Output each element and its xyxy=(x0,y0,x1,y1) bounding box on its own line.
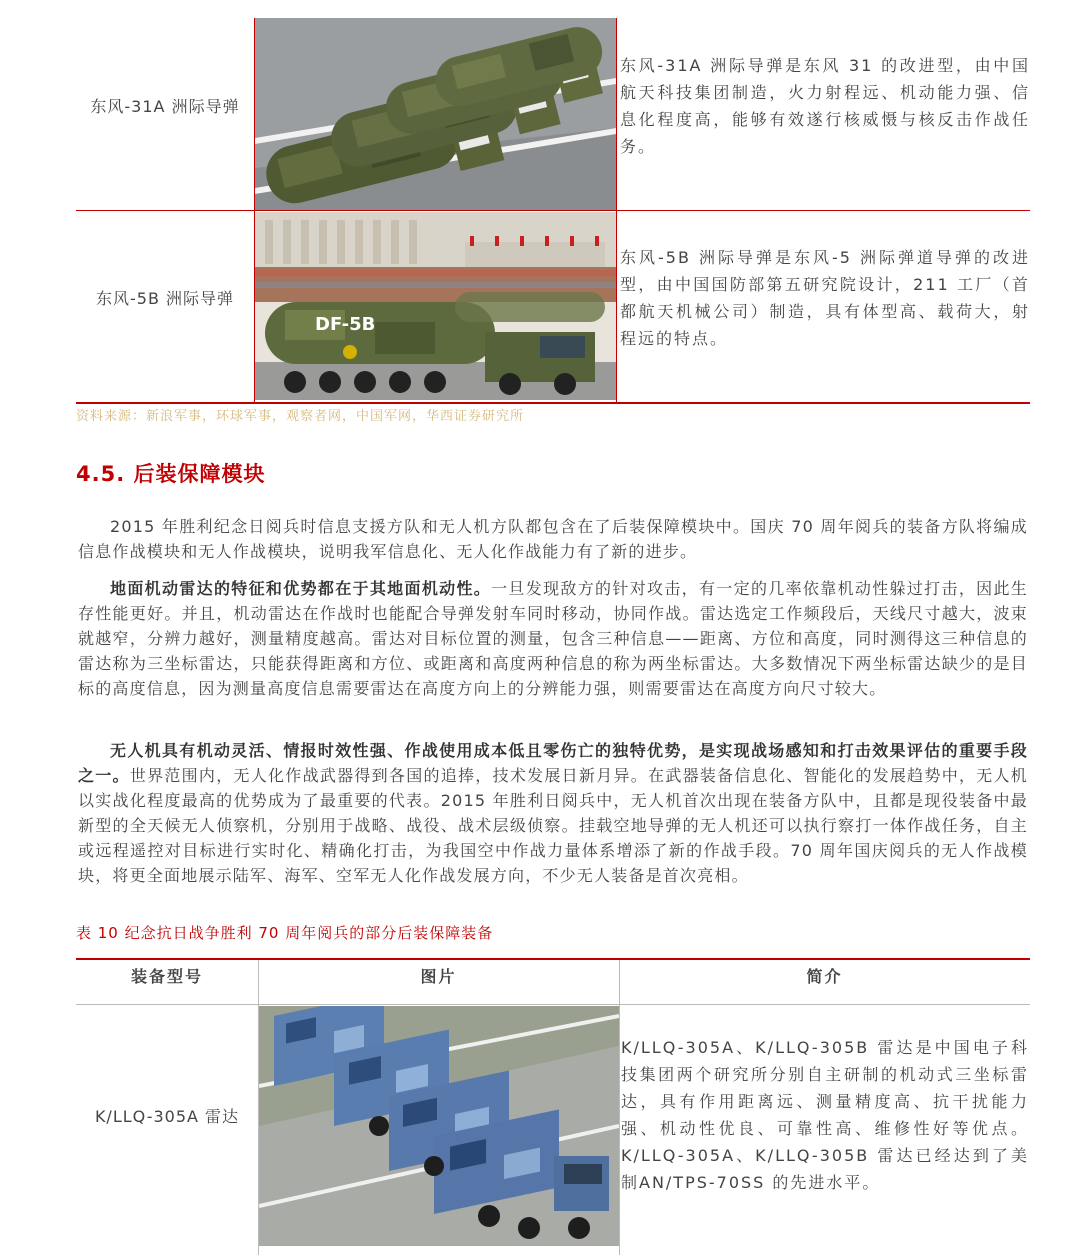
table-top-bottom-rule xyxy=(76,402,1030,404)
paragraph-1-text: 2015 年胜利纪念日阅兵时信息支援方队和无人机方队都包含在了后装保障模块中。国庆 70 周年阅兵的装备方队将编成信息作战模块和无人作战模块，说明我军信息化、无人化作战能力有了新的进步。 xyxy=(78,517,1028,561)
paragraph-3-text: 世界范围内，无人化作战武器得到各国的追捧，技术发展日新月异。在武器装备信息化、智能化的发展趋势中，无人机以实战化程度最高的优势成为了最重要的代表。2015 年胜利日阅兵中，无人机首次出现在装备方队中，且都是现役装备中最新型的全天候无人侦察机，分别用于战略、战役、战术层级侦察。挂载空地导弹的无人机还可以执行察打一体作战任务，自主或远程遥控对目标进行实时化、精确化打击，为我国空中作战力量体系增添了新的作战手段。70 周年国庆阅兵的无人作战模块，将更全面地展示陆军、海军、空军无人化作战发展方向，不少无人装备是首次亮相。 xyxy=(78,766,1028,885)
source-note: 资料来源：新浪军事，环球军事，观察者网，中国军网，华西证券研究所 xyxy=(76,409,525,424)
radar-photo xyxy=(259,1006,619,1246)
table-header-image: 图片 xyxy=(420,967,457,986)
paragraph-2 xyxy=(78,576,1028,701)
table-row-name-df31a: 东风-31A 洲际导弹 xyxy=(90,97,240,116)
paragraph-3 xyxy=(78,738,1028,888)
table-bottom-divider-right xyxy=(619,960,620,1255)
table-row-desc-radar: K/LLQ-305A、K/LLQ-305B 雷达是中国电子科技集团两个研究所分别自主研制的机动式三坐标雷达，具有作用距离远、测量精度高、抗干扰能力强、机动性优良、可靠性高、维修性好等优点。K/LLQ-305A、K/LLQ-305B 雷达已经达到了美制AN/TPS-70SS 的先进水平。 xyxy=(621,1038,1029,1192)
table-bottom-header-rule xyxy=(76,1004,1030,1005)
paragraph-1 xyxy=(78,514,1028,564)
table-top-row-separator xyxy=(76,210,1030,211)
table-header-model: 装备型号 xyxy=(130,967,203,986)
df31a-photo xyxy=(255,18,616,210)
table-row-desc-df5b: 东风-5B 洲际导弹是东风-5 洲际弹道导弹的改进型，由中国国防部第五研究院设计，211 工厂（首都航天机械公司）制造，具有体型高、载荷大，射程远的特点。 xyxy=(620,248,1030,348)
section-title: 4.5. 后装保障模块 xyxy=(76,462,266,486)
df5b-photo xyxy=(255,212,616,400)
paragraph-3-bold: 无人机具有机动灵活、情报时效性强、作战使用成本低且零伤亡的独特优势，是实现战场感知和打击效果评估的重要手段之一。 xyxy=(78,741,1028,785)
table-header-summary: 简介 xyxy=(806,967,843,986)
table-row-name-radar: K/LLQ-305A 雷达 xyxy=(94,1107,240,1126)
paragraph-2-text: 一旦发现敌方的针对攻击，有一定的几率依靠机动性躲过打击，因此生存性能更好。并且，机动雷达在作战时也能配合导弹发射车同时移动，协同作战。雷达选定工作频段后，天线尺寸越大，波束就越窄，分辨力越好，测量精度越高。雷达对目标位置的测量，包含三种信息——距离、方位和高度，同时测得这三种信息的雷达称为三坐标雷达，只能获得距离和方位、或距离和高度两种信息的称为两坐标雷达。大多数情况下两坐标雷达缺少的是目标的高度信息，因为测量高度信息需要雷达在高度方向上的分辨能力强，则需要雷达在高度方向尺寸较大。 xyxy=(78,579,1028,698)
table-row-desc-df31a: 东风-31A 洲际导弹是东风 31 的改进型，由中国航天科技集团制造，火力射程远、机动能力强、信息化程度高，能够有效遂行核威慑与核反击作战任务。 xyxy=(620,56,1030,156)
paragraph-2-bold: 地面机动雷达的特征和优势都在于其地面机动性。 xyxy=(110,579,492,598)
table-caption: 表 10 纪念抗日战争胜利 70 周年阅兵的部分后装保障装备 xyxy=(76,924,494,942)
table-row-name-df5b: 东风-5B 洲际导弹 xyxy=(95,289,235,308)
df5b-photo-label: DF-5B xyxy=(315,314,376,335)
table-bottom-top-rule xyxy=(76,958,1030,960)
